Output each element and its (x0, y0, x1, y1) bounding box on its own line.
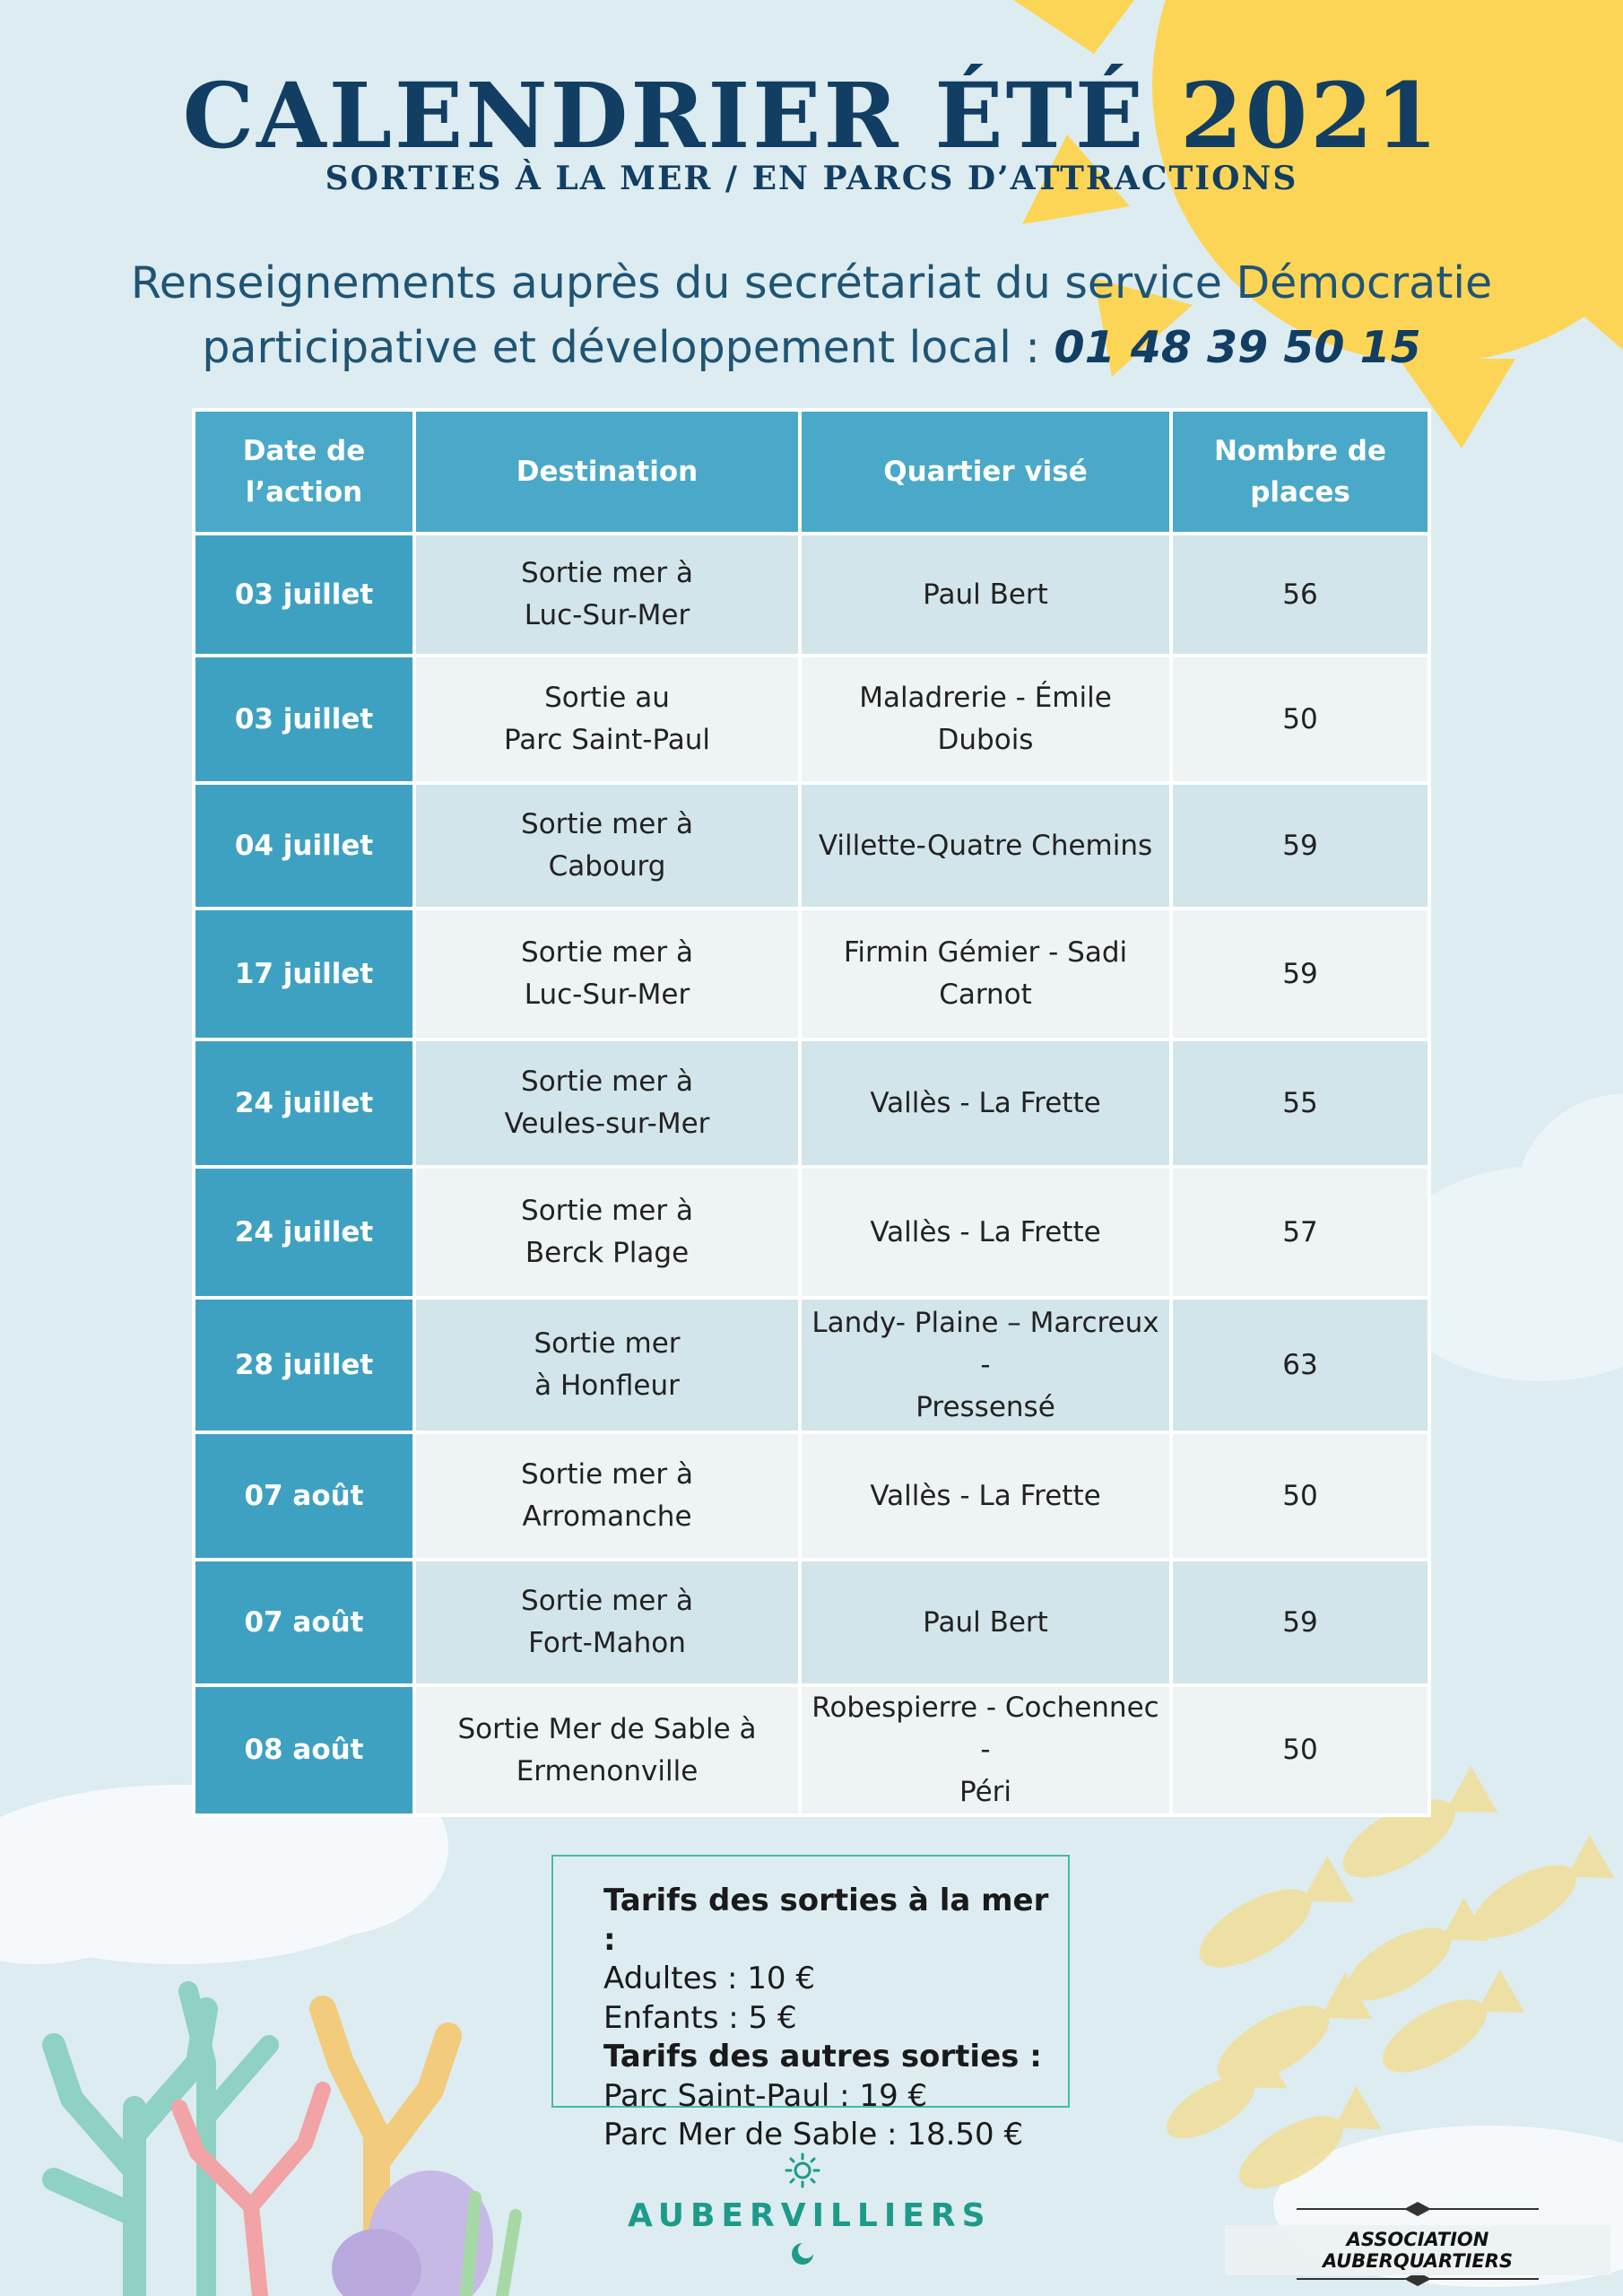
destination-line: Sortie mer à (521, 557, 693, 589)
cell-date: 17 juillet (194, 909, 414, 1039)
destination-line: Sortie Mer de Sable à (457, 1712, 757, 1745)
cell-quartier (800, 534, 1171, 656)
destination-line: Veules-sur-Mer (504, 1108, 710, 1140)
table-row (194, 1432, 1429, 1560)
page-title: CALENDRIER ÉTÉ 2021 (182, 63, 1441, 169)
header-places: Nombre de places (1171, 410, 1429, 534)
coral-icon (54, 1991, 516, 2296)
quartier-line: Vallès - La Frette (870, 1086, 1101, 1119)
cell-quartier (800, 656, 1171, 783)
cell-date: 07 août (194, 1560, 414, 1685)
destination-line: Sortie mer à (521, 1065, 693, 1098)
table-row (194, 656, 1429, 783)
header-quartier: Quartier visé (800, 410, 1171, 534)
aubervilliers-logo (628, 2152, 992, 2270)
quartier-line: Maladrerie - Émile Dubois (859, 682, 1112, 756)
cell-quartier (800, 783, 1171, 909)
cell-date: 03 juillet (194, 656, 414, 783)
destination-line: Sortie mer (534, 1327, 681, 1360)
cell-places: 50 (1171, 656, 1429, 783)
quartier-line: Pressensé (916, 1390, 1055, 1423)
phone-number[interactable]: 01 48 39 50 15 (1054, 322, 1421, 373)
tarif-parc-mer-de-sable: Parc Mer de Sable : 18.50 € (603, 2117, 1024, 2152)
cell-date: 08 août (194, 1685, 414, 1815)
cell-places: 63 (1171, 1298, 1429, 1432)
quartier-line: Villette-Quatre Chemins (818, 829, 1153, 862)
tarif-parc-saint-paul: Parc Saint-Paul : 19 € (603, 2077, 928, 2114)
destination-line: Sortie au (544, 682, 670, 714)
cell-places: 56 (1171, 534, 1429, 656)
cell-date: 04 juillet (194, 783, 414, 909)
cell-quartier (800, 1560, 1171, 1685)
cell-destination (414, 534, 800, 656)
cell-date: 07 août (194, 1432, 414, 1560)
destination-line: Ermenonville (516, 1754, 699, 1787)
cell-destination (414, 783, 800, 909)
association-name: ASSOCIATION AUBERQUARTIERS (1225, 2225, 1610, 2275)
table-body (194, 534, 1429, 1815)
quartier-line: Péri (959, 1776, 1012, 1808)
quartier-line: Vallès - La Frette (870, 1215, 1101, 1248)
tarif-adultes: Adultes : 10 € (603, 1961, 815, 1996)
contact-info-line2 (90, 316, 1533, 380)
tarif-enfants: Enfants : 5 € (603, 1999, 797, 2036)
page-subtitle: SORTIES À LA MER / EN PARCS D’ATTRACTIONS (325, 160, 1298, 197)
cell-places: 59 (1171, 1560, 1429, 1685)
cell-quartier (800, 1298, 1171, 1432)
destination-line: à Honfleur (534, 1370, 680, 1402)
cell-quartier (800, 909, 1171, 1039)
table-row (194, 1685, 1429, 1815)
table-row (194, 1039, 1429, 1167)
cell-date: 24 juillet (194, 1039, 414, 1167)
cell-places: 55 (1171, 1039, 1429, 1167)
destination-line: Cabourg (548, 850, 666, 883)
header-destination: Destination (414, 410, 800, 534)
association-logo (1225, 2202, 1610, 2287)
cell-date: 28 juillet (194, 1298, 414, 1432)
cell-destination (414, 1685, 800, 1815)
quartier-line: Carnot (939, 978, 1032, 1011)
cell-destination (414, 1039, 800, 1167)
quartier-line: Paul Bert (923, 1605, 1048, 1639)
tarifs-mer-title: Tarifs des sorties à la mer : (603, 1883, 1049, 1958)
destination-line: Sortie mer à (521, 936, 693, 969)
cell-quartier (800, 1039, 1171, 1167)
destination-line: Sortie mer à (521, 1195, 693, 1227)
cell-destination (414, 1298, 800, 1432)
cell-destination (414, 1167, 800, 1298)
tarifs-box (551, 1855, 1070, 2152)
destination-line: Berck Plage (525, 1237, 690, 1269)
destination-line: Sortie mer à (521, 1458, 693, 1491)
destination-line: Fort-Mahon (528, 1627, 686, 1659)
cell-places: 50 (1171, 1432, 1429, 1560)
cell-places: 50 (1171, 1685, 1429, 1815)
cell-destination (414, 909, 800, 1039)
cell-destination (414, 656, 800, 783)
moon-logo-icon (790, 2241, 815, 2266)
destination-line: Luc-Sur-Mer (524, 978, 690, 1011)
cell-destination (414, 1560, 800, 1685)
table-row (194, 1298, 1429, 1432)
cell-date: 24 juillet (194, 1167, 414, 1298)
contact-info (90, 251, 1533, 380)
cell-quartier (800, 1432, 1171, 1560)
destination-line: Parc Saint-Paul (503, 724, 711, 756)
tarifs-autres-title: Tarifs des autres sorties : (603, 2039, 1042, 2074)
table-row (194, 783, 1429, 909)
header-date: Date de l’action (194, 410, 414, 534)
aubervilliers-wordmark: AUBERVILLIERS (628, 2197, 992, 2234)
cell-places: 57 (1171, 1167, 1429, 1298)
cell-date: 03 juillet (194, 534, 414, 656)
cell-quartier (800, 1685, 1171, 1815)
destination-line: Arromanche (522, 1500, 692, 1533)
table-row (194, 1560, 1429, 1685)
events-table (192, 408, 1431, 1817)
quartier-line: Paul Bert (923, 578, 1048, 611)
quartier-line: Robespierre - Cochennec - (812, 1692, 1159, 1766)
destination-line: Sortie mer à (521, 808, 693, 840)
table-row (194, 534, 1429, 656)
destination-line: Sortie mer à (521, 1585, 693, 1617)
quartier-line: Landy- Plaine – Marcreux - (812, 1306, 1159, 1381)
contact-info-line1: Renseignements auprès du secrétariat du service Démocratie (130, 257, 1493, 309)
table-row (194, 909, 1429, 1039)
cell-places: 59 (1171, 909, 1429, 1039)
events-table-container (192, 408, 1428, 1817)
cell-places: 59 (1171, 783, 1429, 909)
cell-quartier (800, 1167, 1171, 1298)
cell-destination (414, 1432, 800, 1560)
table-row (194, 1167, 1429, 1298)
contact-info-line2-text: participative et développement local : (202, 322, 1055, 373)
table-header-row (194, 410, 1429, 534)
quartier-line: Vallès - La Frette (870, 1479, 1101, 1512)
destination-line: Luc-Sur-Mer (524, 599, 690, 631)
sun-logo-icon (785, 2152, 820, 2188)
quartier-line: Firmin Gémier - Sadi (843, 936, 1128, 969)
